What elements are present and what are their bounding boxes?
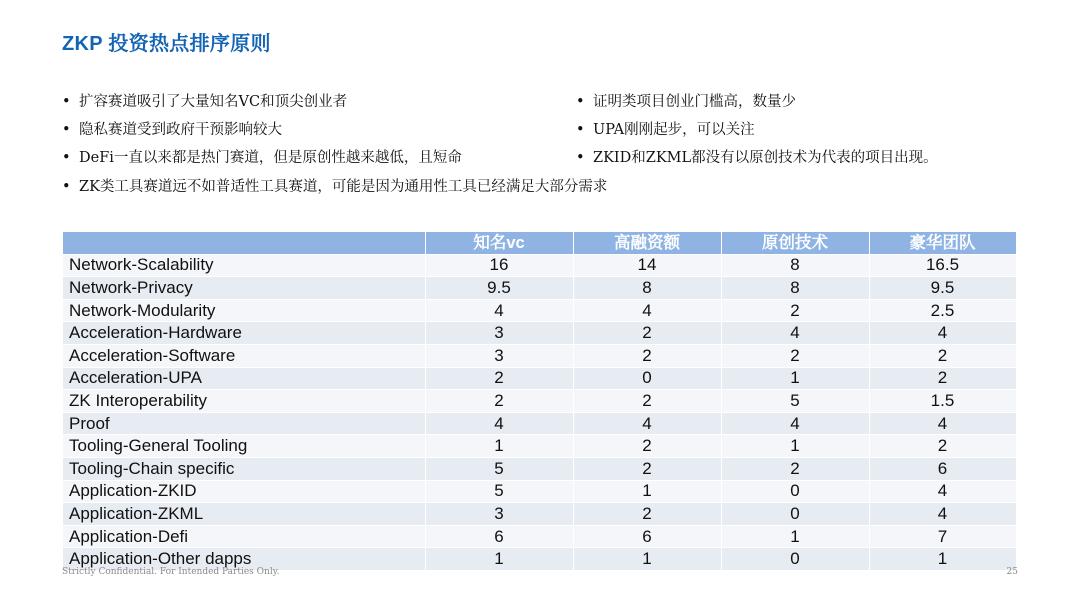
row-label: Proof bbox=[63, 412, 425, 435]
row-label: Acceleration-Software bbox=[63, 344, 425, 367]
table-row bbox=[63, 525, 1016, 548]
table-cell: 16 bbox=[425, 254, 573, 277]
page-number: 25 bbox=[1006, 567, 1018, 577]
table-cell: 2 bbox=[573, 390, 721, 413]
table-cell: 2 bbox=[573, 344, 721, 367]
table-cell: 2 bbox=[869, 435, 1016, 458]
table-row bbox=[63, 254, 1016, 277]
table-cell: 2.5 bbox=[869, 299, 1016, 322]
table-cell: 2 bbox=[721, 344, 869, 367]
bullet-item bbox=[62, 173, 607, 201]
column-header: 高融资额 bbox=[573, 232, 721, 254]
bullet-marker: • bbox=[62, 179, 71, 195]
row-label: Application-Other dapps bbox=[63, 548, 425, 571]
bullet-list-left bbox=[62, 88, 462, 172]
row-label: Tooling-General Tooling bbox=[63, 435, 425, 458]
row-label: Acceleration-UPA bbox=[63, 367, 425, 390]
table-cell: 2 bbox=[573, 457, 721, 480]
table-cell: 5 bbox=[721, 390, 869, 413]
bullet-list-wide bbox=[62, 173, 607, 201]
table-row bbox=[63, 277, 1016, 300]
row-label: Application-Defi bbox=[63, 525, 425, 548]
bullet-marker: • bbox=[62, 94, 71, 110]
table-cell: 0 bbox=[573, 367, 721, 390]
bullet-item bbox=[576, 88, 938, 116]
table-cell: 4 bbox=[869, 503, 1016, 526]
bullet-text: UPA刚刚起步，可以关注 bbox=[593, 122, 755, 138]
bullet-marker: • bbox=[576, 94, 585, 110]
table-cell: 1 bbox=[721, 367, 869, 390]
table-cell: 14 bbox=[573, 254, 721, 277]
table-cell: 2 bbox=[869, 367, 1016, 390]
row-label: Application-ZKML bbox=[63, 503, 425, 526]
table-cell: 2 bbox=[573, 322, 721, 345]
table-cell: 0 bbox=[721, 480, 869, 503]
table-cell: 4 bbox=[425, 412, 573, 435]
table-cell: 2 bbox=[721, 457, 869, 480]
row-label: Tooling-Chain specific bbox=[63, 457, 425, 480]
table-cell: 6 bbox=[573, 525, 721, 548]
table-cell: 3 bbox=[425, 344, 573, 367]
table-header-row bbox=[63, 232, 1016, 254]
table-cell: 9.5 bbox=[869, 277, 1016, 300]
table-cell: 16.5 bbox=[869, 254, 1016, 277]
bullet-text: 证明类项目创业门槛高，数量少 bbox=[593, 94, 796, 110]
table-cell: 5 bbox=[425, 480, 573, 503]
bullet-item bbox=[576, 116, 938, 144]
table-cell: 0 bbox=[721, 548, 869, 571]
table-cell: 4 bbox=[425, 299, 573, 322]
table-cell: 8 bbox=[721, 254, 869, 277]
table-cell: 2 bbox=[425, 390, 573, 413]
table-cell: 1 bbox=[869, 548, 1016, 571]
table-cell: 1 bbox=[425, 548, 573, 571]
bullet-item bbox=[62, 88, 462, 116]
table-row bbox=[63, 322, 1016, 345]
table-cell: 1 bbox=[425, 435, 573, 458]
table-cell: 9.5 bbox=[425, 277, 573, 300]
row-label: Network-Scalability bbox=[63, 254, 425, 277]
table-row bbox=[63, 503, 1016, 526]
row-label: Application-ZKID bbox=[63, 480, 425, 503]
table-cell: 0 bbox=[721, 503, 869, 526]
bullet-marker: • bbox=[576, 122, 585, 138]
table-cell: 7 bbox=[869, 525, 1016, 548]
table-cell: 4 bbox=[869, 412, 1016, 435]
table-cell: 3 bbox=[425, 322, 573, 345]
table-cell: 2 bbox=[425, 367, 573, 390]
column-header: 原创技术 bbox=[721, 232, 869, 254]
bullet-item bbox=[576, 144, 938, 172]
table-body bbox=[63, 254, 1016, 570]
table-cell: 8 bbox=[573, 277, 721, 300]
bullet-text: 隐私赛道受到政府干预影响较大 bbox=[79, 122, 282, 138]
bullet-marker: • bbox=[62, 122, 71, 138]
table-cell: 4 bbox=[869, 480, 1016, 503]
table-cell: 3 bbox=[425, 503, 573, 526]
table-cell: 1 bbox=[721, 435, 869, 458]
page-title: ZKP 投资热点排序原则 bbox=[62, 33, 271, 55]
table-cell: 2 bbox=[721, 299, 869, 322]
table-row bbox=[63, 390, 1016, 413]
confidentiality-notice: Strictly Confidential. For Intended Parties Only. bbox=[62, 567, 280, 577]
table-cell: 1 bbox=[573, 480, 721, 503]
table-cell: 2 bbox=[869, 344, 1016, 367]
bullet-text: ZK类工具赛道远不如普适性工具赛道，可能是因为通用性工具已经满足大部分需求 bbox=[79, 179, 608, 195]
table-cell: 4 bbox=[869, 322, 1016, 345]
column-header bbox=[63, 232, 425, 254]
bullet-item bbox=[62, 116, 462, 144]
table-cell: 6 bbox=[425, 525, 573, 548]
table-row bbox=[63, 299, 1016, 322]
bullet-item bbox=[62, 144, 462, 172]
bullet-text: DeFi一直以来都是热门赛道，但是原创性越来越低，且短命 bbox=[79, 150, 462, 166]
table-cell: 2 bbox=[573, 435, 721, 458]
bullet-marker: • bbox=[62, 150, 71, 166]
bullet-list-right bbox=[576, 88, 938, 172]
table-cell: 1 bbox=[573, 548, 721, 571]
table-row bbox=[63, 412, 1016, 435]
table-row bbox=[63, 457, 1016, 480]
row-label: Network-Privacy bbox=[63, 277, 425, 300]
bullet-text: ZKID和ZKML都没有以原创技术为代表的项目出现。 bbox=[593, 150, 938, 166]
table-cell: 6 bbox=[869, 457, 1016, 480]
row-label: Network-Modularity bbox=[63, 299, 425, 322]
column-header: 知名vc bbox=[425, 232, 573, 254]
table-row bbox=[63, 344, 1016, 367]
bullet-text: 扩容赛道吸引了大量知名VC和顶尖创业者 bbox=[79, 94, 348, 110]
table-cell: 8 bbox=[721, 277, 869, 300]
row-label: Acceleration-Hardware bbox=[63, 322, 425, 345]
bullet-marker: • bbox=[576, 150, 585, 166]
table-cell: 4 bbox=[721, 412, 869, 435]
ranking-table bbox=[63, 232, 1017, 571]
table-cell: 4 bbox=[573, 412, 721, 435]
table-cell: 2 bbox=[573, 503, 721, 526]
table-row bbox=[63, 367, 1016, 390]
row-label: ZK Interoperability bbox=[63, 390, 425, 413]
table-cell: 5 bbox=[425, 457, 573, 480]
table-cell: 4 bbox=[721, 322, 869, 345]
table-row bbox=[63, 435, 1016, 458]
table-cell: 1 bbox=[721, 525, 869, 548]
column-header: 豪华团队 bbox=[869, 232, 1016, 254]
table-cell: 4 bbox=[573, 299, 721, 322]
table-row bbox=[63, 480, 1016, 503]
table-cell: 1.5 bbox=[869, 390, 1016, 413]
